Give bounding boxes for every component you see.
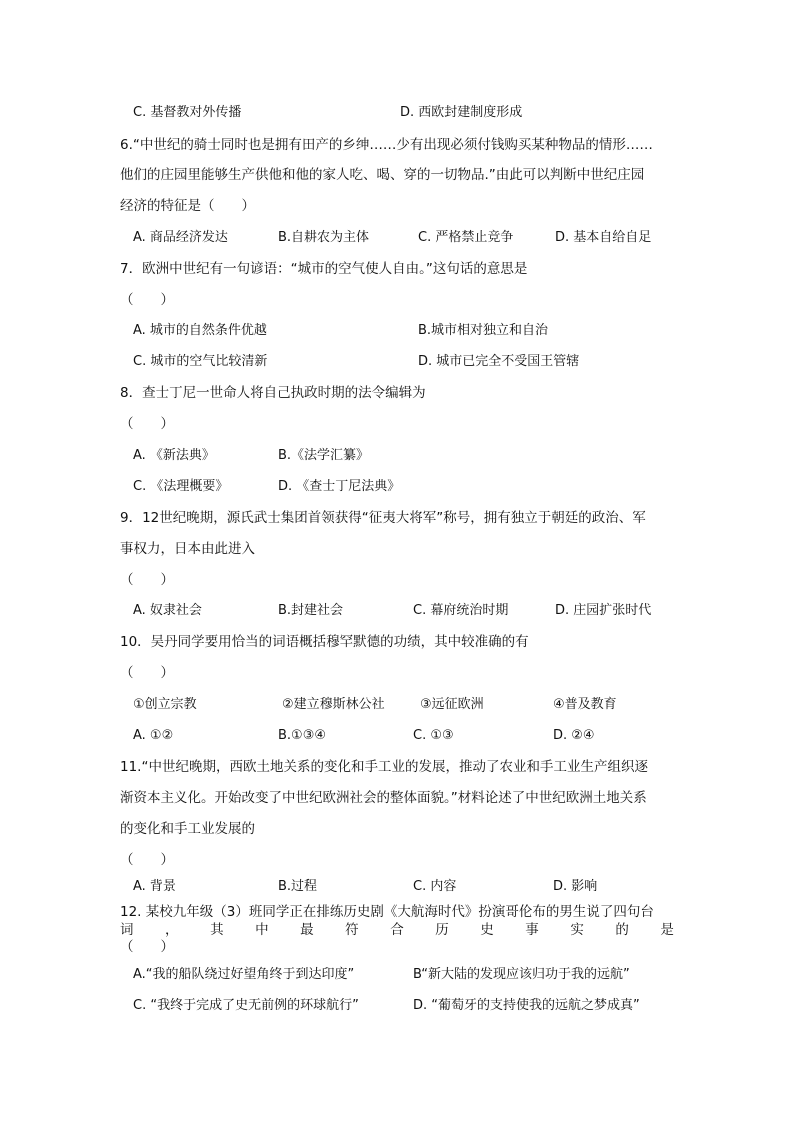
q7-option-b: B.城市相对独立和自治 <box>418 323 549 338</box>
q12-word: 事 <box>525 922 539 938</box>
q12-word: 的 <box>615 922 629 938</box>
q11-answer-blank: （ ） <box>120 852 174 868</box>
q12-stem-line1: 12. 某校九年级（3）班同学正在排练历史剧《大航海时代》扮演哥伦布的男生说了四句台 <box>120 904 654 920</box>
q10-option-b: B.①③④ <box>278 728 327 743</box>
q12-word: ， <box>165 922 179 938</box>
q8-option-d: D. 《查士丁尼法典》 <box>278 479 401 494</box>
q7-option-c: C. 城市的空气比较清新 <box>133 354 268 369</box>
q9-option-a: A. 奴隶社会 <box>133 603 202 618</box>
q9-option-d: D. 庄园扩张时代 <box>555 603 652 618</box>
q11-option-b: B.过程 <box>278 879 318 894</box>
q12-stem-line2 <box>120 921 674 939</box>
q6-option-a: A. 商品经济发达 <box>133 230 228 245</box>
q6-option-b: B.自耕农为主体 <box>278 230 370 245</box>
q11-option-a: A. 背景 <box>133 879 176 894</box>
q6-option-d: D. 基本自给自足 <box>555 230 652 245</box>
q12-option-c: C. “我终于完成了史无前例的环球航行” <box>133 998 359 1013</box>
q12-answer-blank: （ ） <box>120 939 174 955</box>
q11-stem-line2: 渐资本主义化。开始改变了中世纪欧洲社会的整体面貌。”材料论述了中世纪欧洲土地关系 <box>120 790 647 806</box>
q8-option-a: A. 《新法典》 <box>133 448 215 463</box>
q7-answer-blank: （ ） <box>120 292 174 308</box>
q10-item-1: ①创立宗教 <box>133 697 197 712</box>
q12-word: 实 <box>570 922 584 938</box>
q12-option-a: A.“我的船队绕过好望角终于到达印度” <box>133 967 355 982</box>
q12-word: 符 <box>345 922 359 938</box>
q8-stem: 8．查士丁尼一世命人将自己执政时期的法令编辑为 <box>120 385 426 401</box>
q12-word: 是 <box>660 922 674 938</box>
q9-option-c: C. 幕府统治时期 <box>413 603 509 618</box>
q11-stem-line1: 11.“中世纪晚期，西欧土地关系的变化和手工业的发展，推动了农业和手工业生产组织逐 <box>120 759 648 775</box>
q6-stem-line1: 6.“中世纪的骑士同时也是拥有田产的乡绅……少有出现必须付钱购买某种物品的情形…… <box>120 137 653 153</box>
q7-option-a: A. 城市的自然条件优越 <box>133 323 267 338</box>
q9-answer-blank: （ ） <box>120 572 174 588</box>
q8-answer-blank: （ ） <box>120 416 174 432</box>
q8-option-b: B.《法学汇纂》 <box>278 448 370 463</box>
q10-option-a: A. ①② <box>133 728 174 743</box>
q12-word: 史 <box>480 922 494 938</box>
q6-stem-line3: 经济的特征是（ ） <box>120 198 255 214</box>
q7-option-d: D. 城市已完全不受国王管辖 <box>418 354 580 369</box>
q12-option-d: D. “葡萄牙的支持使我的远航之梦成真” <box>413 998 640 1013</box>
q10-item-2: ②建立穆斯林公社 <box>282 697 385 712</box>
q5-option-c: C. 基督教对外传播 <box>133 105 242 120</box>
q10-item-4: ④普及教育 <box>553 697 617 712</box>
q9-stem-line2: 事权力，日本由此进入 <box>120 541 255 557</box>
q12-word: 合 <box>390 922 404 938</box>
q9-option-b: B.封建社会 <box>278 603 344 618</box>
q6-stem-line2: 他们的庄园里能够生产供他和他的家人吃、喝、穿的一切物品.”由此可以判断中世纪庄园 <box>120 167 645 183</box>
q11-stem-line3: 的变化和手工业发展的 <box>120 821 255 837</box>
q9-stem-line1: 9．12世纪晚期，源氏武士集团首领获得“征夷大将军”称号，拥有独立于朝廷的政治、军 <box>120 510 646 526</box>
q10-item-3: ③远征欧洲 <box>420 697 484 712</box>
q8-option-c: C. 《法理概要》 <box>133 479 229 494</box>
q12-word: 其 <box>210 922 224 938</box>
q12-word: 历 <box>435 922 449 938</box>
q7-stem: 7．欧洲中世纪有一句谚语：“城市的空气使人自由。”这句话的意思是 <box>120 261 528 277</box>
q10-stem: 10．吴丹同学要用恰当的词语概括穆罕默德的功绩，其中较准确的有 <box>120 634 529 650</box>
q12-word: 中 <box>255 922 269 938</box>
q10-option-d: D. ②④ <box>553 728 595 743</box>
q10-answer-blank: （ ） <box>120 665 174 681</box>
q12-option-b: B“新大陆的发现应该归功于我的远航” <box>413 967 630 982</box>
q10-option-c: C. ①③ <box>413 728 454 743</box>
q11-option-d: D. 影响 <box>553 879 598 894</box>
q6-option-c: C. 严格禁止竞争 <box>418 230 514 245</box>
q12-word: 词 <box>120 922 134 938</box>
q5-option-d: D. 西欧封建制度形成 <box>400 105 523 120</box>
q11-option-c: C. 内容 <box>413 879 457 894</box>
q12-word: 最 <box>300 922 314 938</box>
